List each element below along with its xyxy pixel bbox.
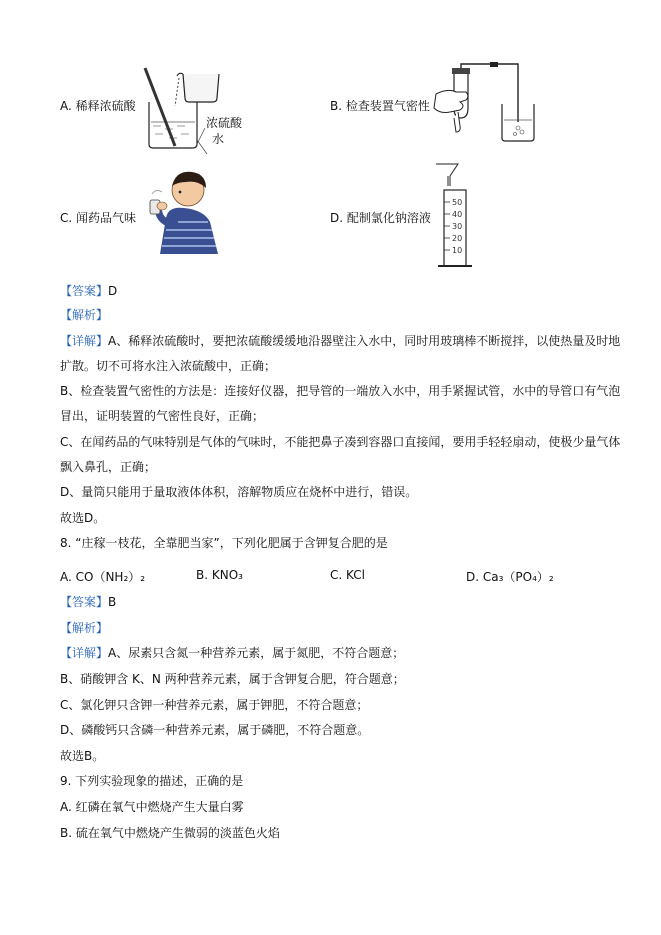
q8-option-c: C. KCl	[330, 568, 365, 582]
answer-value: B	[108, 595, 117, 609]
q7-detail-c2: 飘入鼻孔，正确；	[60, 460, 157, 474]
tick-30: 30	[452, 222, 463, 231]
q9-stem: 9. 下列实验现象的描述，正确的是	[60, 774, 244, 788]
detail-tag: 【详解】	[60, 334, 109, 348]
q7-conclusion: 故选D。	[60, 511, 106, 525]
tick-40: 40	[452, 210, 463, 219]
option-b-label: B. 检查装置气密性	[330, 99, 430, 113]
q8-detail-a	[60, 645, 404, 661]
option-a-label: A. 稀释浓硫酸	[60, 99, 136, 113]
detail-text: A、尿素只含氮一种营养元素，属于氮肥，不符合题意；	[108, 646, 405, 660]
label-water: 水	[212, 132, 225, 146]
q8-detail-c: C、氯化钾只含钾一种营养元素，属于钾肥，不符合题意；	[60, 698, 369, 712]
q7-detail-d: D、量筒只能用于量取液体体积，溶解物质应在烧杯中进行，错误。	[60, 485, 418, 499]
answer-value: D	[108, 284, 118, 298]
q8-detail-b: B、硝酸钾含 K、N 两种营养元素，属于含钾复合肥，符合题意；	[60, 672, 405, 686]
smell-diagram	[148, 166, 226, 254]
q7-analysis-tag: 【解析】	[60, 308, 109, 322]
q8-option-d: D. Ca₃（PO₄）₂	[466, 570, 554, 584]
q9-option-a: A. 红磷在氧气中燃烧产生大量白雾	[60, 800, 244, 814]
q7-detail-a2: 扩散。切不可将水注入浓硫酸中，正确；	[60, 359, 277, 373]
answer-tag: 【答案】	[60, 284, 109, 298]
tick-10: 10	[452, 246, 463, 255]
option-c-label: C. 闻药品气味	[60, 211, 137, 225]
q8-option-b: B. KNO₃	[196, 568, 243, 582]
q8-answer	[60, 594, 116, 610]
q7-detail-b2: 冒出，证明装置的气密性良好，正确；	[60, 409, 265, 423]
detail-text: A、稀释浓硫酸时，要把浓硫酸缓缓地沿器壁注入水中，同时用玻璃棒不断搅拌，以使热量及时地	[108, 334, 621, 348]
label-sulfuric-acid: 浓硫酸	[206, 116, 243, 130]
option-d-label: D. 配制氯化钠溶液	[330, 211, 431, 225]
q7-detail-a1	[60, 333, 620, 349]
q7-answer	[60, 283, 117, 299]
q8-option-a: A. CO（NH₂）₂	[60, 570, 146, 584]
q8-stem: 8. “庄稼一枝花，全靠肥当家”，下列化肥属于含钾复合肥的是	[60, 536, 388, 550]
detail-tag: 【详解】	[60, 646, 109, 660]
answer-tag: 【答案】	[60, 595, 109, 609]
tick-50: 50	[452, 198, 463, 207]
tick-20: 20	[452, 234, 463, 243]
q7-detail-c1: C、在闻药品的气味特别是气体的气味时，不能把鼻子凑到容器口直接闻，要用手轻轻扇动，使极少量气体	[60, 435, 621, 449]
q7-detail-b1: B、检查装置气密性的方法是：连接好仪器，把导管的一端放入水中，用手紧握试管，水中的导管口有气泡	[60, 384, 621, 398]
airtightness-diagram	[430, 62, 540, 142]
cylinder-tick-labels	[452, 197, 462, 257]
q8-detail-d: D、磷酸钙只含磷一种营养元素，属于磷肥，不符合题意。	[60, 723, 370, 737]
q8-conclusion: 故选B。	[60, 749, 105, 763]
q9-option-b: B. 硫在氧气中燃烧产生微弱的淡蓝色火焰	[60, 826, 280, 840]
q8-analysis-tag: 【解析】	[60, 621, 109, 635]
